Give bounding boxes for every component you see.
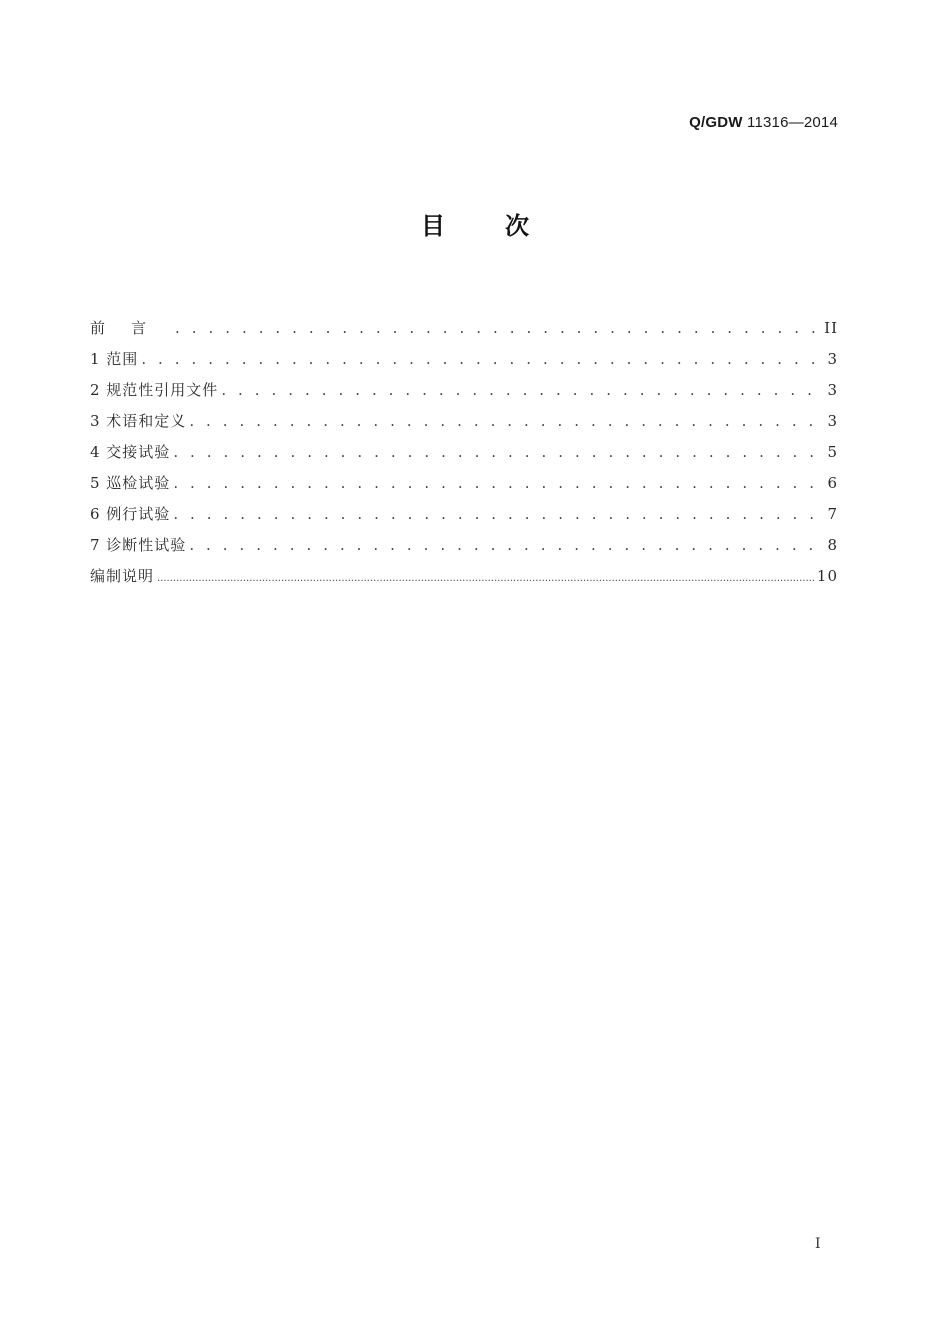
toc-entry-patrol-test[interactable] [90, 472, 838, 503]
toc-entry-diagnostic-test[interactable] [90, 534, 838, 565]
page-number: I [815, 1236, 821, 1252]
toc-entry-label: 前言 [90, 319, 173, 337]
toc-entry-page: 10 [816, 567, 838, 585]
toc-entry-page: 7 [827, 505, 838, 523]
document-code-prefix: Q/GDW [689, 114, 743, 131]
toc-entry-foreword[interactable] [90, 317, 838, 348]
toc-entry-handover-test[interactable] [90, 441, 838, 472]
table-of-contents [90, 317, 838, 596]
toc-leader-dots [173, 505, 824, 523]
toc-leader-dots [173, 474, 824, 492]
toc-leader-dots [189, 412, 824, 430]
toc-leader-dots [221, 381, 824, 399]
toc-entry-label: 6 例行试验 [90, 505, 171, 523]
toc-entry-terms-definitions[interactable] [90, 410, 838, 441]
toc-entry-page: 3 [827, 350, 838, 368]
toc-entry-label: 2 规范性引用文件 [90, 381, 219, 399]
toc-leader-dots [189, 536, 824, 554]
document-code [689, 114, 838, 131]
toc-entry-label: 4 交接试验 [90, 443, 171, 461]
toc-leader-dots [175, 319, 821, 337]
page-title: 目次 [421, 212, 589, 240]
toc-entry-compilation-notes[interactable] [90, 565, 838, 596]
toc-entry-label: 7 诊断性试验 [90, 536, 187, 554]
toc-entry-label: 3 术语和定义 [90, 412, 187, 430]
toc-entry-label: 1 范围 [90, 350, 139, 368]
toc-entry-page: 3 [827, 412, 838, 430]
toc-leader-dots [157, 573, 814, 584]
toc-entry-page: 5 [827, 443, 838, 461]
toc-entry-routine-test[interactable] [90, 503, 838, 534]
toc-leader-dots [173, 443, 824, 461]
toc-entry-page: 8 [827, 536, 838, 554]
toc-entry-page: 6 [827, 474, 838, 492]
toc-leader-dots [141, 350, 824, 368]
toc-entry-label: 5 巡检试验 [90, 474, 171, 492]
toc-entry-page: II [824, 319, 838, 337]
document-code-number: 11316—2014 [742, 114, 838, 131]
toc-entry-normative-references[interactable] [90, 379, 838, 410]
toc-entry-scope[interactable] [90, 348, 838, 379]
toc-entry-page: 3 [827, 381, 838, 399]
toc-entry-label: 编制说明 [90, 567, 155, 585]
